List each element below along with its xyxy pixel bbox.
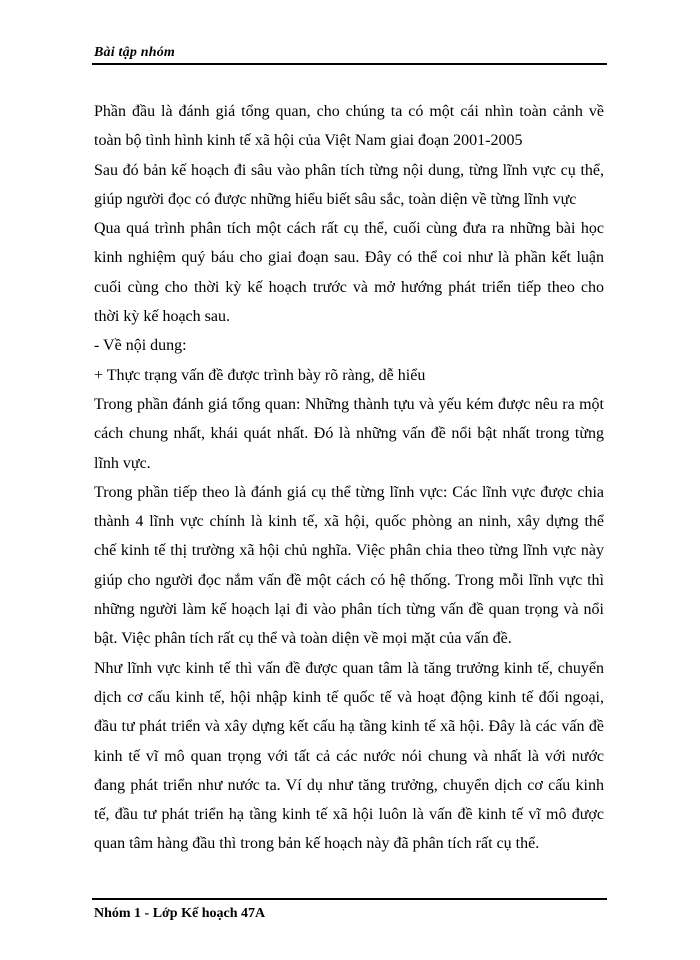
body-line: Trong phần tiếp theo là đánh giá cụ thể từng lĩnh vực: Các lĩnh vực được chia [94,483,604,501]
body-line: đầu tư phát triển và xây dựng kết cấu hạ tầng kinh tế xã hội. Đây là các vấn đề [94,718,604,736]
body-line: Phần đầu là đánh giá tổng quan, cho chúng ta có một cái nhìn toàn cảnh về [94,103,604,120]
body-line: quan tâm hàng đầu thì trong bản kế hoạch này đã phân tích rất cụ thể. [94,835,540,853]
body-line: + Thực trạng vấn đề được trình bày rõ ràng, dễ hiểu [94,366,426,384]
body-line: dịch cơ cấu kinh tế, hội nhập kinh tế quốc tế và hoạt động kinh tế đối ngoại, [94,688,604,706]
document-body [94,97,604,859]
body-line: giúp người đọc có được những hiểu biết sâu sắc, toàn diện về từng lĩnh vực [94,190,577,208]
body-line: đang phát triển như nước ta. Ví dụ như tăng trưởng, chuyển dịch cơ cấu kinh [94,776,604,794]
body-line: toàn bộ tình hình kinh tế xã hội của Việt Nam giai đoạn 2001-2005 [94,132,523,150]
page-footer-text: Nhóm 1 - Lớp Kế hoạch 47A [94,906,266,921]
body-line: bật. Việc phân tích rất cụ thể và toàn diện về mọi mặt của vấn đề. [94,630,512,648]
footer-divider [92,898,607,900]
header-divider [92,63,607,65]
body-line: thành 4 lĩnh vực chính là kinh tế, xã hội, quốc phòng an ninh, xây dựng thể [94,513,604,531]
body-line: Qua quá trình phân tích một cách rất cụ thể, cuối cùng đưa ra những bài học [94,220,604,238]
body-line: lĩnh vực. [94,454,151,472]
body-line: thời kỳ kế hoạch sau. [94,308,230,326]
body-line: giúp cho người đọc nắm vấn đề một cách có hệ thống. Trong mỗi lĩnh vực thì [94,571,604,589]
body-line: Như lĩnh vực kinh tế thì vấn đề được quan tâm là tăng trưởng kinh tế, chuyển [94,659,604,677]
body-line: cuối cùng cho thời kỳ kế hoạch trước và mở hướng phát triển tiếp theo cho [94,278,604,296]
page-header-title: Bài tập nhóm [94,45,175,60]
body-line: kinh tế vĩ mô quan trọng với tất cả các nước nói chung và nhất là với nước [94,747,604,765]
body-line: những người làm kế hoạch lại đi vào phân tích từng vấn đề quan trọng và nổi [94,601,604,619]
body-line: tế, đầu tư phát triển hạ tầng kinh tế xã hội luôn là vấn đề kinh tế vĩ mô được [94,806,604,824]
body-line: - Về nội dung: [94,337,187,355]
body-line: chế kinh tế thị trường xã hội chủ nghĩa. Việc phân chia theo từng lĩnh vực này [94,542,604,560]
body-line: Sau đó bản kế hoạch đi sâu vào phân tích từng nội dung, từng lĩnh vực cụ thể, [94,161,604,179]
body-line: Trong phần đánh giá tổng quan: Những thành tựu và yếu kém được nêu ra một [94,395,604,413]
body-line: cách chung nhất, khái quát nhất. Đó là những vấn đề nổi bật nhất trong từng [94,425,604,443]
body-line: kinh nghiệm quý báu cho giai đoạn sau. Đây có thể coi như là phần kết luận [94,249,604,267]
